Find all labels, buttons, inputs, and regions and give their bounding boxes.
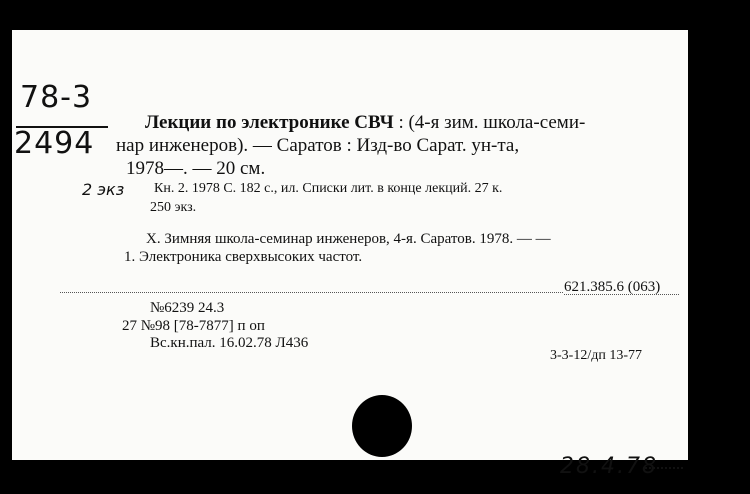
order-code: 3-3-12/дп 13-77 [550, 348, 642, 363]
volume-line: Кн. 2. 1978 С. 182 с., ил. Списки лит. в конце лекций. 27 к. [154, 181, 503, 196]
title-line [145, 112, 585, 134]
title-rest: : (4-я зим. школа-семи- [393, 112, 586, 133]
shelf-mark-bottom: 2494 [14, 126, 95, 161]
copies-note: 2 экз [82, 180, 125, 199]
year-size-line: 1978—. — 20 см. [126, 158, 266, 179]
card-punch-hole [352, 395, 412, 457]
info-line-3: Вс.кн.пал. 16.02.78 Л436 [150, 335, 309, 351]
udc-code: 621.385.6 (063) [564, 279, 661, 295]
handwritten-date: 28.4.78 [560, 454, 658, 479]
title-bold: Лекции по электронике СВЧ [145, 112, 394, 133]
catalog-card [12, 30, 688, 479]
print-run-line: 250 экз. [150, 200, 197, 215]
info-line-2: 27 №98 [78-7877] п оп [122, 318, 265, 334]
shelf-mark-top: 78-3 [20, 80, 93, 115]
date-dash-mark [645, 467, 683, 469]
tracing-subject: 1. Электроника сверхвысоких частот. [124, 249, 363, 265]
info-line-1: №6239 24.3 [150, 300, 225, 316]
publication-line: нар инженеров). — Саратов : Изд-во Сарат. ун-та, [116, 135, 520, 156]
dotted-rule [60, 292, 563, 293]
dotted-rule-udc [564, 294, 679, 295]
tracing-corporate: Х. Зимняя школа-семинар инженеров, 4-я. Саратов. 1978. — — [146, 231, 551, 247]
